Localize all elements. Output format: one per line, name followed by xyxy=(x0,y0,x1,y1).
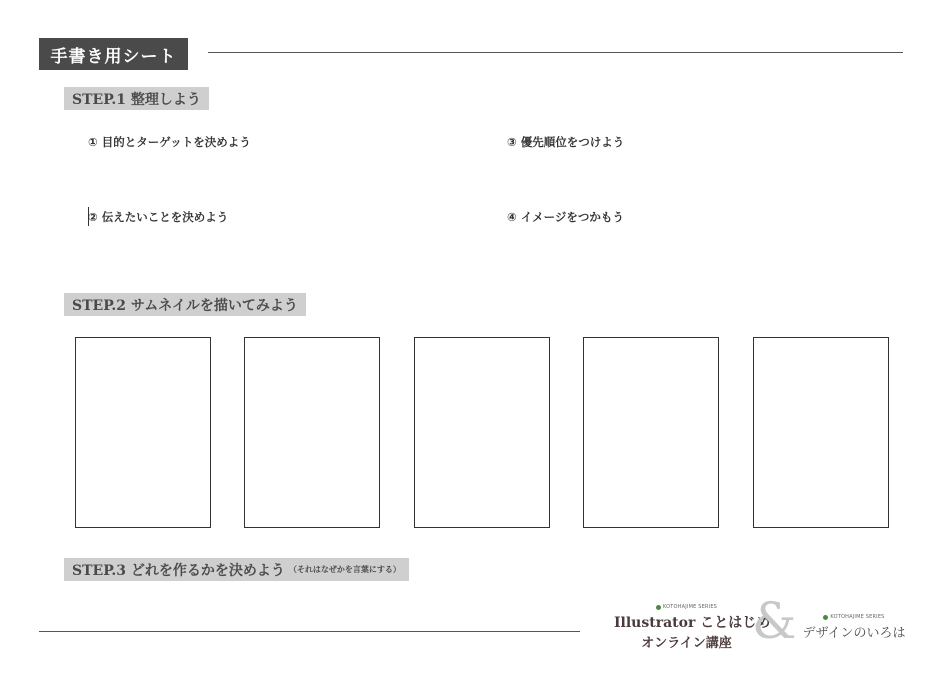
series-text: KOTOHAJIME SERIES xyxy=(662,604,718,610)
page-title: 手書き用シート xyxy=(39,38,188,70)
step1-item-1: ① 目的とターゲットを決めよう xyxy=(88,135,251,149)
logo-left-line1: Illustrator ことはじめ xyxy=(614,615,771,631)
leaf-icon-right xyxy=(823,615,828,620)
step1-label: STEP.1 整理しよう xyxy=(64,87,209,110)
footer-divider xyxy=(39,631,580,632)
logo-illustrator-course xyxy=(614,604,771,651)
ampersand-mark: & xyxy=(752,592,797,650)
step3-label-text: STEP.3 どれを作るかを決めよう xyxy=(72,562,285,579)
step3-label xyxy=(64,558,409,581)
step1-item-3: ③ 優先順位をつけよう xyxy=(507,135,625,149)
thumbnail-box-4 xyxy=(583,337,719,528)
series-badge-right xyxy=(798,614,910,620)
step1-item-2: ② 伝えたいことを決めよう xyxy=(88,210,229,224)
thumbnail-box-2 xyxy=(244,337,380,528)
series-text-right: KOTOHAJIME SERIES xyxy=(830,614,885,620)
logo-left-line2: オンライン講座 xyxy=(641,636,732,651)
thumbnail-box-5 xyxy=(753,337,889,528)
logo-design-iroha xyxy=(798,614,910,641)
leaf-icon xyxy=(656,605,661,610)
thumbnail-box-1 xyxy=(75,337,211,528)
series-badge xyxy=(614,604,759,610)
text-cursor xyxy=(88,207,89,226)
step3-note: （それはなぜかを言葉にする） xyxy=(288,564,401,574)
step1-item-4: ④ イメージをつかもう xyxy=(507,210,624,224)
logo-right-line1: デザインのいろは xyxy=(802,626,906,641)
step2-label: STEP.2 サムネイルを描いてみよう xyxy=(64,293,306,316)
thumbnail-box-3 xyxy=(414,337,550,528)
title-divider xyxy=(208,52,903,53)
